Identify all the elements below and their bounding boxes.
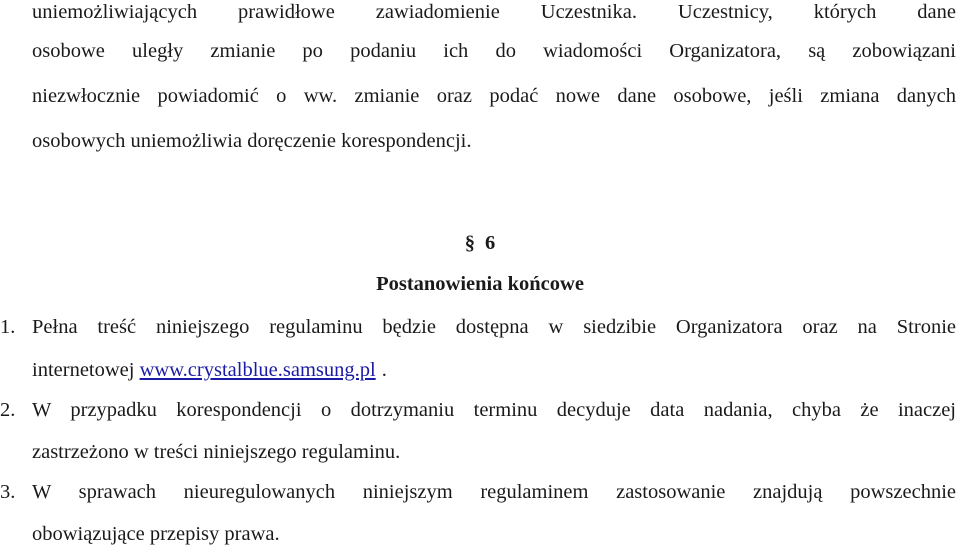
item-2-line-2: zastrzeżono w treści niniejszego regulaminu. (32, 441, 401, 463)
item-3-line-1: W sprawach nieuregulowanych niniejszym regulaminem zastosowanie znajdują powszechnie (32, 481, 956, 503)
item-1-number: 1. (0, 316, 16, 338)
section-title: Postanowienia końcowe (376, 273, 584, 295)
item-3-number: 3. (0, 481, 16, 503)
intro-line-1: uniemożliwiających prawidłowe zawiadomienie Uczestnika. Uczestnicy, których dane (32, 1, 956, 23)
item-1-suffix: . (381, 359, 387, 381)
intro-line-3: niezwłocznie powiadomić o ww. zmianie oraz podać nowe dane osobowe, jeśli zmiana danych (32, 85, 956, 107)
item-2-number: 2. (0, 399, 16, 421)
item-1-prefix: internetowej (32, 359, 135, 381)
website-link[interactable]: www.crystalblue.samsung.pl (139, 359, 376, 381)
intro-line-2: osobowe uległy zmianie po podaniu ich do wiadomości Organizatora, są zobowiązani (32, 40, 956, 62)
section-number-value: 6 (485, 232, 496, 254)
section-number (0, 231, 960, 255)
item-1-line-2 (32, 358, 387, 382)
item-3-line-2: obowiązujące przepisy prawa. (32, 523, 280, 545)
item-2-line-1: W przypadku korespondencji o dotrzymaniu terminu decyduje data nadania, chyba że inaczej (32, 399, 956, 421)
item-1-line-1: Pełna treść niniejszego regulaminu będzie dostępna w siedzibie Organizatora oraz na Stronie (32, 316, 956, 338)
section-symbol: § (464, 232, 475, 254)
intro-line-4: osobowych uniemożliwia doręczenie korespondencji. (32, 130, 472, 152)
